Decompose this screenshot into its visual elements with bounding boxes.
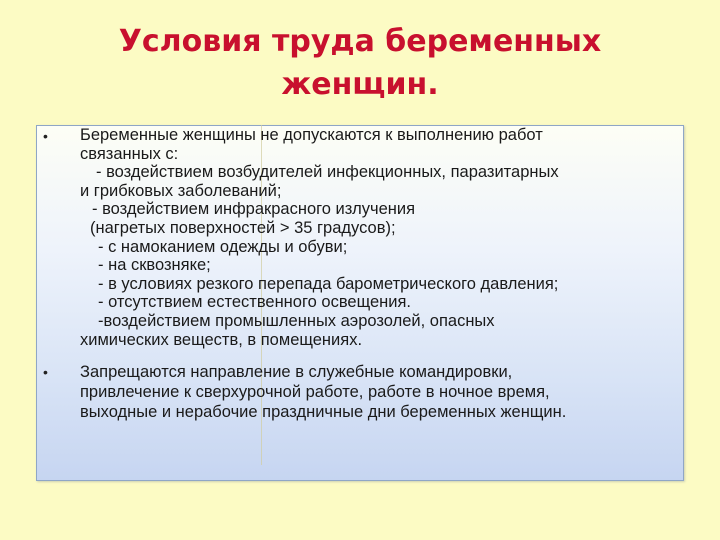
bullet-text-2 [80,362,566,422]
bullet-marker-1: • [43,128,48,144]
bullet-1-line-3: - воздействием возбудителей инфекционных, паразитарных [96,163,559,182]
bullet-1-line-11: -воздействием промышленных аэрозолей, опасных [98,311,495,330]
bullet-2-line-1: Запрещаются направление в служебные командировки, [80,363,513,381]
bullet-1-line-12: химических веществ, в помещениях. [80,330,363,349]
bullet-1-line-2: связанных с: [80,144,179,163]
bullet-1-line-10: - отсутствием естественного освещения. [98,293,411,312]
title-line-1: Условия труда беременных [118,24,602,59]
bullet-1-line-9: - в условиях резкого перепада барометрического давления; [98,274,559,293]
bullet-marker-2: • [43,364,48,380]
slide-title [60,20,660,106]
bullet-text-1 [80,127,559,350]
bullet-1-line-5: - воздействием инфракрасного излучения [92,200,416,219]
bullet-2-line-3: выходные и нерабочие праздничные дни беременных женщин. [80,403,567,421]
bullet-2-line-2: привлечение к сверхурочной работе, работе в ночное время, [80,383,550,401]
bullet-1-line-1: Беременные женщины не допускаются к выполнению работ [80,126,543,144]
bullet-1-line-7: - с намоканием одежды и обуви; [98,237,348,256]
bullet-1-line-8: - на сквозняке; [98,256,211,275]
bullet-1-line-6: (нагретых поверхностей > 35 градусов); [90,218,396,237]
bullet-1-line-4: и грибковых заболеваний; [80,181,282,200]
title-line-2: женщин. [281,67,439,102]
